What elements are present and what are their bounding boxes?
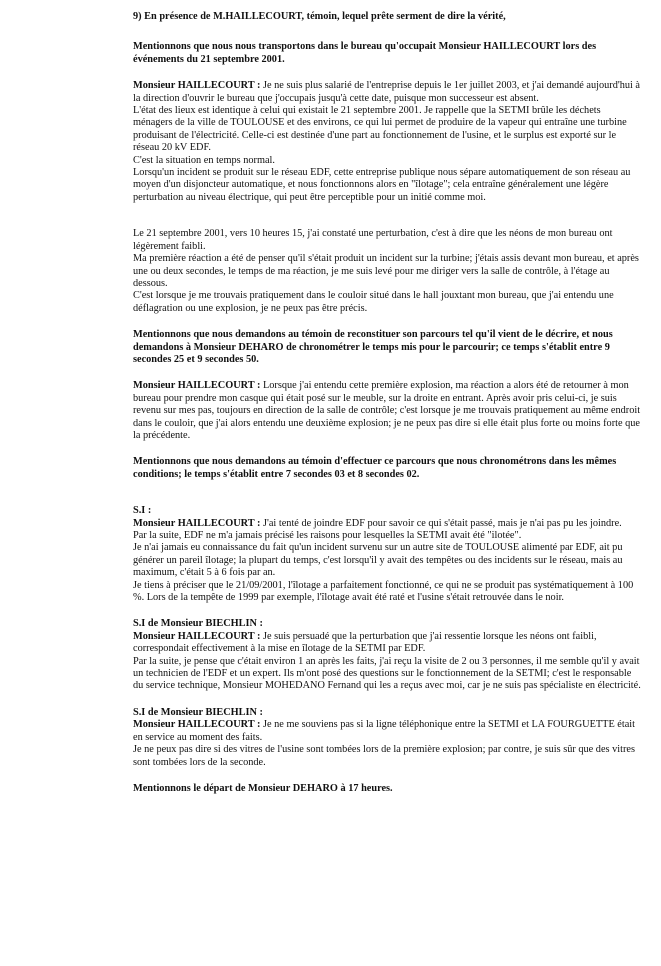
- testimony-text: Lorsqu'un incident se produit sur le réseau EDF, cette entreprise publique nous sépare automatiquement de son réseau au moyen d'un disjoncteur automatique, et nous fonctionnons alors en "îlotage"; cela entraîne généralement une légère perturbation au niveau électrique, qui peut être perceptible pour un initié comme moi.: [133, 167, 631, 203]
- testimony-text: L'état des lieux est identique à celui qui existait le 21 septembre 2001. Je rappelle que la SETMI brûle les déchets ménagers de la ville de TOULOUSE et des environs, ce qui lui permet de produire de la vapeur qui entraîne une turbine produisant de l'électricité. Celle-ci est destinée d'une part au fonctionnement de l'usine, et le surplus est exporté sur le réseau 20 kV EDF.: [133, 105, 627, 154]
- testimony-text: Je ne me souviens pas si la ligne téléphonique entre la SETMI et LA FOURGUETTE était en service au moment des faits.: [133, 719, 636, 743]
- testimony-text: Lorsque j'ai entendu cette première explosion, ma réaction a alors été de retourner à mon bureau pour prendre mon casque qui était posé sur le meuble, sur la droite en entrant. Après avoir pris celui-ci, je suis revenu sur mes pas, toujours en direction de la salle de contrôle; c'est lorsque je me trouvais pratiquement au même endroit dans le couloir, que j'ai alors entendu une deuxième explosion; je ne peux pas dire si elle était plus forte ou moins forte que la précédente.: [133, 380, 641, 441]
- section-heading: 9) En présence de M.HAILLECOURT, témoin, lequel prête serment de dire la vérité,: [133, 11, 506, 22]
- testimony-block-3: [133, 380, 641, 442]
- closing-mention: Mentionnons le départ de Monsieur DEHARO à 17 heures.: [133, 782, 393, 794]
- speaker-label: Monsieur HAILLECOURT :: [133, 380, 261, 392]
- testimony-text: Par la suite, EDF ne m'a jamais précisé les raisons pour lesquelles la SETMI avait été "ilotée".: [133, 530, 522, 541]
- testimony-text: Je suis persuadé que la perturbation que j'ai ressentie lorsque les néons ont faibli, correspondait effectivement à la mise en îlotage de la SETMI par EDF.: [133, 630, 597, 655]
- testimony-text: Le 21 septembre 2001, vers 10 heures 15, j'ai constaté une perturbation, c'est à dire que les néons de mon bureau ont légèrement faibli.: [133, 228, 613, 252]
- testimony-text: J'ai tenté de joindre EDF pour savoir ce qui s'était passé, mais je n'ai pas pu les joindre.: [260, 517, 622, 529]
- testimony-text: Je tiens à préciser que le 21/09/2001, l'îlotage a parfaitement fonctionné, ce qui ne se produit pas systématiquement à 100 %. Lors de la tempête de 1999 par exemple, l'îlotage avait été raté et l'usine s'était retrouvée dans le noir.: [133, 579, 634, 604]
- speaker-label: Monsieur HAILLECOURT :: [133, 719, 261, 731]
- si-label: S.I :: [133, 505, 152, 517]
- testimony-text: Par la suite, je pense que c'était environ 1 an après les faits, j'ai reçu la visite de 2 ou 3 personnes, il me semble qu'il y avait un technicien de l'EDF et un expert. Ils m'ont posé des questions sur le fonctionnement de la SETMI; c'est le responsable du service technique, Monsieur MOHEDANO Fernand qui les a reçus avec moi, car je ne suis pas spécialiste en électricité.: [133, 655, 641, 692]
- si-label: S.I de Monsieur BIECHLIN :: [133, 618, 263, 630]
- speaker-label: Monsieur HAILLECOURT :: [133, 630, 261, 642]
- testimony-block-2: [133, 228, 641, 315]
- mention-transport: Mentionnons que nous nous transportons dans le bureau qu'occupait Monsieur HAILLECOURT lors des événements du 21 septembre 2001.: [133, 41, 597, 65]
- testimony-text: Je ne peux pas dire si des vitres de l'usine sont tombées lors de la première explosion; par contre, je suis sûr que des vitres sont tombées lors de la seconde.: [133, 744, 635, 768]
- document-body: [133, 11, 641, 795]
- mention-reconstitution-2: Mentionnons que nous demandons au témoin d'effectuer ce parcours que nous chronométrons dans les mêmes conditions; le temps s'établit entre 7 secondes 03 et 8 secondes 02.: [133, 456, 617, 480]
- testimony-text: Je n'ai jamais eu connaissance du fait qu'un incident survenu sur un autre site de TOULOUSE alimenté par EDF, ait pu générer un pareil îlotage; la plupart du temps, c'est lorsqu'il y avait des tempêtes ou des incidents sur le réseau, mais au maximum, c'était 5 à 6 fois par an.: [133, 542, 623, 579]
- testimony-text: C'est lorsque je me trouvais pratiquement dans le couloir situé dans le hall jouxtant mon bureau, que j'ai entendu une déflagration ou une explosion, je ne peux pas être précis.: [133, 290, 614, 314]
- si-label: S.I de Monsieur BIECHLIN :: [133, 706, 263, 718]
- mention-reconstitution-1: Mentionnons que nous demandons au témoin de reconstituer son parcours tel qu'il vient de le décrire, et nous demandons à Monsieur DEHARO de chronométrer le temps mis pour le parcourir; ce temps s'établit entre 9 secondes 25 et 9 secondes 50.: [133, 329, 613, 365]
- si-block-1: [133, 505, 641, 604]
- si-block-3: [133, 707, 641, 769]
- testimony-text: C'est la situation en temps normal.: [133, 154, 275, 166]
- si-block-2: [133, 618, 641, 692]
- testimony-text: Je ne suis plus salarié de l'entreprise depuis le 1er juillet 2003, et j'ai demandé aujourd'hui à la direction d'ouvrir le bureau que j'occupais jusqu'à cette date, puisque mon successeur est absent.: [133, 80, 640, 104]
- testimony-block-1: [133, 80, 641, 204]
- speaker-label: Monsieur HAILLECOURT :: [133, 80, 261, 92]
- testimony-text: Ma première réaction a été de penser qu'il s'était produit un incident sur la turbine; j'étais assis devant mon bureau, et après une ou deux secondes, le temps de ma réaction, je me suis levé pour me diriger vers la salle de contrôle, à l'étage au dessous.: [133, 253, 639, 289]
- speaker-label: Monsieur HAILLECOURT :: [133, 517, 261, 529]
